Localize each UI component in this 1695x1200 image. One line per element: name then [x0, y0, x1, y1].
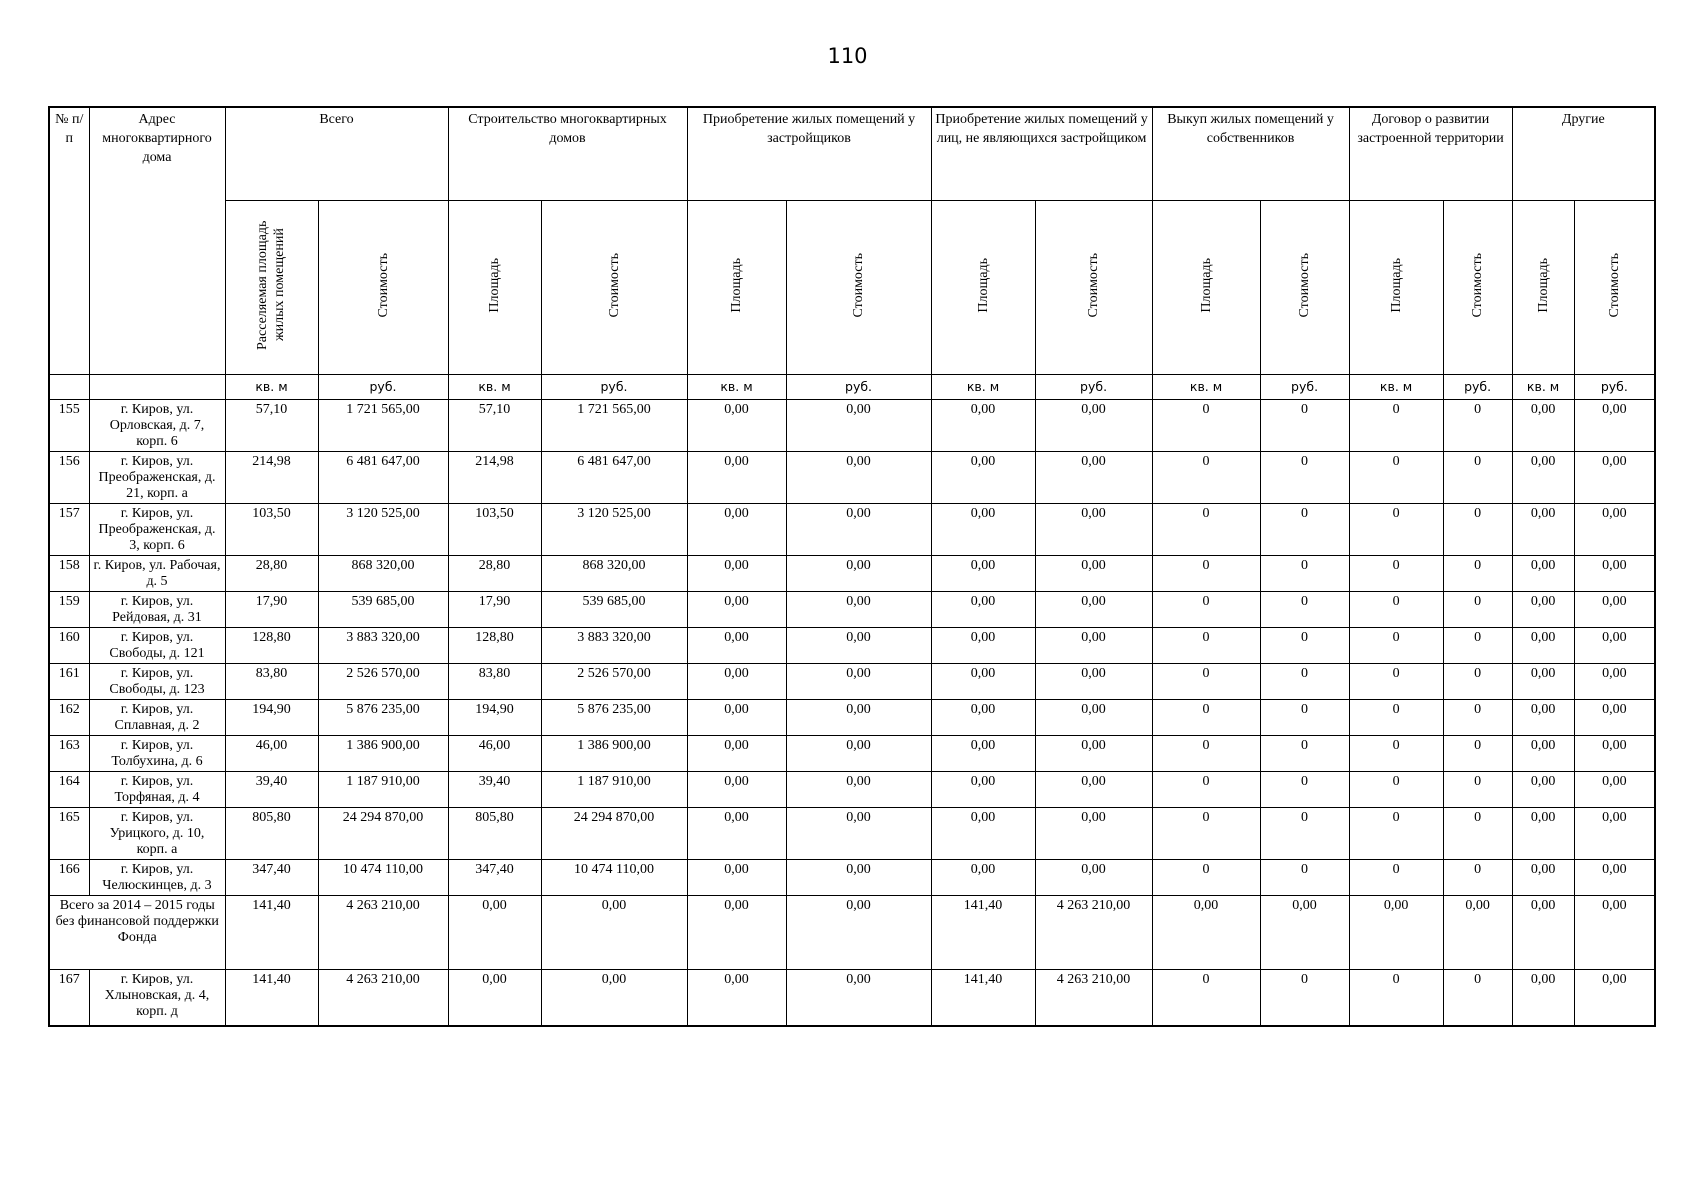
row-value: 103,50 — [225, 504, 318, 556]
subheader-label: Площадь — [975, 257, 991, 313]
row-value: 0,00 — [931, 700, 1035, 736]
row-value: 0,00 — [1035, 400, 1152, 452]
row-value: 0,00 — [1443, 896, 1512, 970]
row-value: 868 320,00 — [318, 556, 448, 592]
row-value: 0,00 — [931, 400, 1035, 452]
row-number: 156 — [49, 452, 89, 504]
row-value: 0,00 — [687, 772, 786, 808]
row-value: 3 120 525,00 — [541, 504, 687, 556]
table-row — [49, 700, 1655, 736]
row-value: 1 721 565,00 — [541, 400, 687, 452]
row-address: г. Киров, ул. Свободы, д. 123 — [89, 664, 225, 700]
subheader-cell — [1260, 201, 1349, 375]
table-row — [49, 772, 1655, 808]
row-value: 83,80 — [448, 664, 541, 700]
row-value: 0,00 — [931, 808, 1035, 860]
row-value: 0 — [1443, 628, 1512, 664]
row-value: 0 — [1443, 452, 1512, 504]
row-number: 160 — [49, 628, 89, 664]
row-value: 0,00 — [786, 504, 931, 556]
subheader-label: Площадь — [1388, 257, 1404, 313]
subheader-cell — [448, 201, 541, 375]
row-value: 0,00 — [1035, 556, 1152, 592]
row-address: г. Киров, ул. Преображенская, д. 21, корп. а — [89, 452, 225, 504]
row-value: 0 — [1349, 808, 1443, 860]
row-value: 0,00 — [1574, 628, 1655, 664]
row-value: 0,00 — [1574, 700, 1655, 736]
row-value: 0 — [1152, 400, 1260, 452]
row-value: 0,00 — [1574, 772, 1655, 808]
unit-label: кв. м — [1152, 375, 1260, 400]
header-address: Адрес многоквартирного дома — [89, 107, 225, 375]
row-value: 0,00 — [687, 628, 786, 664]
row-value: 0 — [1349, 452, 1443, 504]
row-value: 10 474 110,00 — [318, 860, 448, 896]
row-value: 0,00 — [1035, 452, 1152, 504]
row-value: 0,00 — [1035, 592, 1152, 628]
row-value: 0,00 — [786, 808, 931, 860]
subheader-label: Стоимость — [1297, 252, 1313, 318]
row-value: 0,00 — [1574, 736, 1655, 772]
subheader-cell — [687, 201, 786, 375]
table-row — [49, 556, 1655, 592]
row-value: 2 526 570,00 — [541, 664, 687, 700]
header-group-other: Другие — [1512, 107, 1655, 201]
row-value: 0,00 — [931, 452, 1035, 504]
unit-label: руб. — [1035, 375, 1152, 400]
row-number: 162 — [49, 700, 89, 736]
row-value: 0,00 — [786, 628, 931, 664]
row-value: 0 — [1349, 400, 1443, 452]
table-row — [49, 628, 1655, 664]
row-value: 28,80 — [225, 556, 318, 592]
row-value: 1 187 910,00 — [318, 772, 448, 808]
unit-label: кв. м — [1349, 375, 1443, 400]
unit-label: руб. — [1574, 375, 1655, 400]
row-value: 0,00 — [1512, 772, 1574, 808]
subheader-cell — [1512, 201, 1574, 375]
page-number: 110 — [827, 44, 868, 68]
subheader-label: Площадь — [1198, 257, 1214, 313]
row-address: г. Киров, ул. Свободы, д. 121 — [89, 628, 225, 664]
row-value: 0,00 — [786, 736, 931, 772]
row-value: 0,00 — [1512, 400, 1574, 452]
row-value: 0,00 — [1512, 736, 1574, 772]
row-value: 128,80 — [225, 628, 318, 664]
row-value: 0 — [1152, 772, 1260, 808]
row-value: 0 — [1443, 556, 1512, 592]
row-value: 5 876 235,00 — [541, 700, 687, 736]
row-value: 0,00 — [786, 970, 931, 1026]
row-value: 141,40 — [225, 896, 318, 970]
row-value: 0,00 — [1035, 504, 1152, 556]
row-value: 0,00 — [1574, 400, 1655, 452]
row-value: 0,00 — [1512, 700, 1574, 736]
row-value: 1 187 910,00 — [541, 772, 687, 808]
row-value: 0 — [1443, 808, 1512, 860]
row-value: 0,00 — [541, 896, 687, 970]
row-value: 0,00 — [1035, 808, 1152, 860]
subheader-label: Площадь — [487, 257, 502, 313]
row-value: 0,00 — [1574, 452, 1655, 504]
row-address: г. Киров, ул. Толбухина, д. 6 — [89, 736, 225, 772]
table-row — [49, 860, 1655, 896]
row-value: 0 — [1260, 970, 1349, 1026]
header-group-purchase-non-developers: Приобретение жилых помещений у лиц, не являющихся застройщиком — [931, 107, 1152, 201]
units-empty — [49, 375, 89, 400]
unit-label: кв. м — [931, 375, 1035, 400]
unit-label: руб. — [318, 375, 448, 400]
row-value: 0,00 — [1574, 808, 1655, 860]
table-row — [49, 664, 1655, 700]
row-value: 1 721 565,00 — [318, 400, 448, 452]
row-value: 0,00 — [786, 664, 931, 700]
row-value: 0,00 — [1035, 700, 1152, 736]
row-value: 28,80 — [448, 556, 541, 592]
row-value: 0,00 — [786, 556, 931, 592]
row-value: 0 — [1260, 628, 1349, 664]
row-value: 539 685,00 — [318, 592, 448, 628]
table-row — [49, 400, 1655, 452]
row-value: 0,00 — [1512, 664, 1574, 700]
table-row — [49, 452, 1655, 504]
subheader-label: Стоимость — [1470, 252, 1486, 318]
row-address: г. Киров, ул. Рейдовая, д. 31 — [89, 592, 225, 628]
row-value: 39,40 — [225, 772, 318, 808]
row-value: 4 263 210,00 — [1035, 896, 1152, 970]
subheader-cell — [1349, 201, 1443, 375]
unit-label: кв. м — [1512, 375, 1574, 400]
row-value: 0,00 — [931, 736, 1035, 772]
row-value: 0,00 — [1512, 628, 1574, 664]
row-value: 0 — [1152, 860, 1260, 896]
subheader-label: Стоимость — [375, 252, 391, 318]
row-value: 0,00 — [687, 504, 786, 556]
total-row — [49, 896, 1655, 970]
row-number: 155 — [49, 400, 89, 452]
subheader-label: Стоимость — [606, 252, 622, 318]
row-value: 0,00 — [931, 664, 1035, 700]
subheader-label: Стоимость — [1086, 252, 1102, 318]
row-value: 214,98 — [225, 452, 318, 504]
row-value: 0 — [1349, 970, 1443, 1026]
row-value: 0 — [1152, 452, 1260, 504]
row-number: 164 — [49, 772, 89, 808]
table-body — [49, 400, 1655, 1026]
row-value: 0 — [1443, 592, 1512, 628]
row-value: 0,00 — [1512, 592, 1574, 628]
row-value: 0,00 — [1512, 556, 1574, 592]
unit-label: руб. — [1260, 375, 1349, 400]
row-value: 0 — [1152, 970, 1260, 1026]
row-value: 0 — [1260, 664, 1349, 700]
row-value: 0,00 — [1035, 772, 1152, 808]
row-value: 0 — [1349, 592, 1443, 628]
row-value: 0 — [1260, 772, 1349, 808]
row-value: 83,80 — [225, 664, 318, 700]
subheader-cell — [931, 201, 1035, 375]
row-value: 0,00 — [687, 808, 786, 860]
subheader-label: Расселяемая площадь жилых помещений — [254, 220, 287, 350]
row-value: 0,00 — [1035, 628, 1152, 664]
row-value: 347,40 — [225, 860, 318, 896]
row-value: 0 — [1260, 700, 1349, 736]
row-value: 6 481 647,00 — [541, 452, 687, 504]
row-value: 0,00 — [786, 400, 931, 452]
row-value: 103,50 — [448, 504, 541, 556]
row-value: 0,00 — [786, 700, 931, 736]
row-value: 0,00 — [1574, 664, 1655, 700]
row-value: 141,40 — [931, 896, 1035, 970]
table-row — [49, 736, 1655, 772]
unit-label: кв. м — [448, 375, 541, 400]
row-value: 0 — [1349, 504, 1443, 556]
row-value: 0 — [1260, 504, 1349, 556]
row-address: г. Киров, ул. Сплавная, д. 2 — [89, 700, 225, 736]
row-value: 0 — [1349, 664, 1443, 700]
row-value: 0 — [1349, 772, 1443, 808]
row-number: 157 — [49, 504, 89, 556]
row-value: 17,90 — [225, 592, 318, 628]
row-value: 46,00 — [225, 736, 318, 772]
row-value: 0,00 — [1512, 452, 1574, 504]
row-value: 0 — [1349, 628, 1443, 664]
row-number: 159 — [49, 592, 89, 628]
row-value: 0 — [1443, 860, 1512, 896]
row-value: 0,00 — [1035, 736, 1152, 772]
resettlement-table — [48, 106, 1656, 1027]
unit-label: руб. — [1443, 375, 1512, 400]
row-value: 3 120 525,00 — [318, 504, 448, 556]
subheader-cell — [225, 201, 318, 375]
subheader-cell — [541, 201, 687, 375]
row-value: 0,00 — [1574, 592, 1655, 628]
row-number: 167 — [49, 970, 89, 1026]
row-address: г. Киров, ул. Рабочая, д. 5 — [89, 556, 225, 592]
row-value: 0 — [1152, 628, 1260, 664]
row-value: 141,40 — [931, 970, 1035, 1026]
row-value: 214,98 — [448, 452, 541, 504]
header-group-buyout: Выкуп жилых помещений у собственников — [1152, 107, 1349, 201]
row-value: 0,00 — [1512, 808, 1574, 860]
row-value: 0,00 — [687, 556, 786, 592]
row-value: 347,40 — [448, 860, 541, 896]
row-value: 0 — [1260, 452, 1349, 504]
unit-label: руб. — [786, 375, 931, 400]
row-value: 0 — [1152, 808, 1260, 860]
total-label: Всего за 2014 – 2015 годы без финансовой поддержки Фонда — [49, 896, 225, 970]
row-number: 166 — [49, 860, 89, 896]
row-address: г. Киров, ул. Преображенская, д. 3, корп. 6 — [89, 504, 225, 556]
row-number: 163 — [49, 736, 89, 772]
row-address: г. Киров, ул. Торфяная, д. 4 — [89, 772, 225, 808]
row-value: 0 — [1349, 736, 1443, 772]
row-value: 0,00 — [931, 556, 1035, 592]
row-value: 3 883 320,00 — [318, 628, 448, 664]
subheader-label: Стоимость — [1606, 252, 1622, 318]
row-value: 0 — [1260, 736, 1349, 772]
row-value: 0,00 — [687, 736, 786, 772]
row-value: 1 386 900,00 — [541, 736, 687, 772]
row-value: 1 386 900,00 — [318, 736, 448, 772]
table-row — [49, 592, 1655, 628]
row-value: 0 — [1443, 736, 1512, 772]
row-value: 0 — [1443, 400, 1512, 452]
row-address: г. Киров, ул. Челюскинцев, д. 3 — [89, 860, 225, 896]
row-value: 0 — [1443, 970, 1512, 1026]
subheader-cell — [1574, 201, 1655, 375]
row-value: 0,00 — [687, 700, 786, 736]
subheader-label: Площадь — [1535, 257, 1551, 313]
row-value: 0,00 — [931, 772, 1035, 808]
row-value: 0 — [1260, 860, 1349, 896]
row-value: 0,00 — [786, 860, 931, 896]
row-value: 0 — [1260, 556, 1349, 592]
row-value: 0,00 — [1574, 504, 1655, 556]
row-value: 0 — [1349, 556, 1443, 592]
row-value: 805,80 — [448, 808, 541, 860]
row-value: 0,00 — [687, 970, 786, 1026]
row-number: 158 — [49, 556, 89, 592]
table-row — [49, 970, 1655, 1026]
subheader-cell — [1443, 201, 1512, 375]
subheader-label: Стоимость — [851, 252, 867, 318]
row-value: 0,00 — [1035, 664, 1152, 700]
table-row — [49, 808, 1655, 860]
row-value: 0,00 — [1574, 970, 1655, 1026]
row-value: 0 — [1152, 592, 1260, 628]
row-value: 0 — [1443, 700, 1512, 736]
row-value: 57,10 — [448, 400, 541, 452]
row-value: 0,00 — [687, 896, 786, 970]
row-value: 0 — [1152, 504, 1260, 556]
row-value: 0,00 — [931, 628, 1035, 664]
row-value: 0 — [1260, 808, 1349, 860]
unit-label: кв. м — [225, 375, 318, 400]
row-value: 24 294 870,00 — [541, 808, 687, 860]
row-value: 0,00 — [1574, 556, 1655, 592]
row-value: 0,00 — [786, 452, 931, 504]
row-value: 0,00 — [1035, 860, 1152, 896]
row-value: 0,00 — [786, 896, 931, 970]
row-value: 0,00 — [1260, 896, 1349, 970]
unit-label: кв. м — [687, 375, 786, 400]
row-value: 805,80 — [225, 808, 318, 860]
row-value: 2 526 570,00 — [318, 664, 448, 700]
row-address: г. Киров, ул. Урицкого, д. 10, корп. а — [89, 808, 225, 860]
row-value: 0,00 — [1512, 504, 1574, 556]
row-value: 46,00 — [448, 736, 541, 772]
row-value: 0,00 — [1512, 860, 1574, 896]
row-value: 0,00 — [541, 970, 687, 1026]
row-value: 57,10 — [225, 400, 318, 452]
row-value: 0 — [1443, 772, 1512, 808]
row-value: 24 294 870,00 — [318, 808, 448, 860]
row-value: 0 — [1443, 504, 1512, 556]
row-value: 4 263 210,00 — [1035, 970, 1152, 1026]
subheader-cell — [1035, 201, 1152, 375]
row-value: 10 474 110,00 — [541, 860, 687, 896]
header-group-total: Всего — [225, 107, 448, 201]
header-group-purchase-developers: Приобретение жилых помещений у застройщиков — [687, 107, 931, 201]
row-value: 0 — [1152, 556, 1260, 592]
row-value: 0,00 — [931, 504, 1035, 556]
row-value: 0,00 — [1349, 896, 1443, 970]
row-address: г. Киров, ул. Орловская, д. 7, корп. 6 — [89, 400, 225, 452]
row-value: 0 — [1152, 664, 1260, 700]
units-empty — [89, 375, 225, 400]
row-value: 0,00 — [1512, 896, 1574, 970]
header-row-units — [49, 375, 1655, 400]
row-value: 0,00 — [931, 592, 1035, 628]
row-value: 0 — [1152, 736, 1260, 772]
row-value: 194,90 — [448, 700, 541, 736]
row-value: 0 — [1349, 700, 1443, 736]
row-value: 141,40 — [225, 970, 318, 1026]
row-address: г. Киров, ул. Хлыновская, д. 4, корп. д — [89, 970, 225, 1026]
header-row-subcolumns — [49, 201, 1655, 375]
row-value: 0 — [1152, 700, 1260, 736]
row-value: 0,00 — [931, 860, 1035, 896]
row-value: 0,00 — [1574, 860, 1655, 896]
subheader-cell — [786, 201, 931, 375]
row-value: 0,00 — [448, 896, 541, 970]
row-value: 4 263 210,00 — [318, 896, 448, 970]
subheader-cell — [1152, 201, 1260, 375]
row-value: 0,00 — [1512, 970, 1574, 1026]
unit-label: руб. — [541, 375, 687, 400]
row-value: 0,00 — [687, 592, 786, 628]
row-number: 165 — [49, 808, 89, 860]
row-value: 539 685,00 — [541, 592, 687, 628]
header-group-construction: Строительство многоквартирных домов — [448, 107, 687, 201]
row-value: 4 263 210,00 — [318, 970, 448, 1026]
row-value: 0 — [1443, 664, 1512, 700]
row-value: 0 — [1260, 592, 1349, 628]
row-value: 0,00 — [448, 970, 541, 1026]
row-value: 194,90 — [225, 700, 318, 736]
row-value: 39,40 — [448, 772, 541, 808]
row-value: 6 481 647,00 — [318, 452, 448, 504]
header-num: № п/п — [49, 107, 89, 375]
header-group-development-contract: Договор о развитии застроенной территории — [1349, 107, 1512, 201]
row-value: 0,00 — [786, 772, 931, 808]
row-value: 128,80 — [448, 628, 541, 664]
table-row — [49, 504, 1655, 556]
row-value: 0 — [1349, 860, 1443, 896]
subheader-cell — [318, 201, 448, 375]
row-value: 868 320,00 — [541, 556, 687, 592]
row-value: 17,90 — [448, 592, 541, 628]
row-value: 0,00 — [1152, 896, 1260, 970]
row-value: 3 883 320,00 — [541, 628, 687, 664]
row-number: 161 — [49, 664, 89, 700]
header-row-groups — [49, 107, 1655, 201]
row-value: 5 876 235,00 — [318, 700, 448, 736]
subheader-label: Площадь — [729, 257, 745, 313]
row-value: 0 — [1260, 400, 1349, 452]
row-value: 0,00 — [687, 400, 786, 452]
row-value: 0,00 — [786, 592, 931, 628]
row-value: 0,00 — [687, 452, 786, 504]
row-value: 0,00 — [687, 860, 786, 896]
row-value: 0,00 — [687, 664, 786, 700]
row-value: 0,00 — [1574, 896, 1655, 970]
